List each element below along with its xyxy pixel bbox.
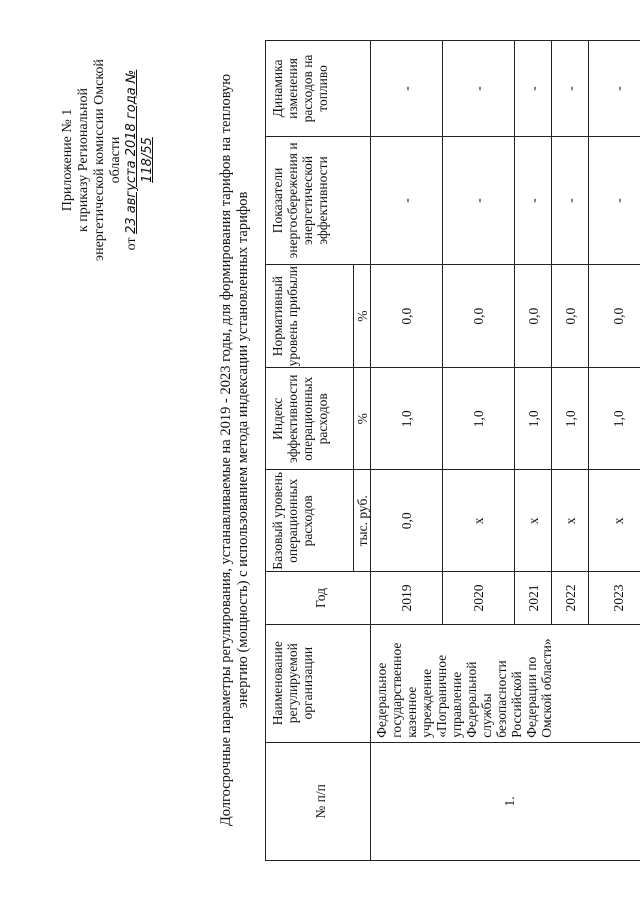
appendix-date-line xyxy=(124,55,156,265)
cell-base-level: x xyxy=(552,470,589,572)
cell-fuel-dynamics: - xyxy=(589,41,640,137)
cell-profit-level: 0,0 xyxy=(589,265,640,368)
header-num: № п/п xyxy=(266,742,371,860)
table-row xyxy=(371,41,443,861)
cell-profit-level: 0,0 xyxy=(552,265,589,368)
appendix-block xyxy=(60,55,156,265)
cell-efficiency-index: 1,0 xyxy=(443,368,515,470)
handwritten-date-number: 23 августа 2018 года № 118/55 xyxy=(124,69,155,234)
heading-line-2: энергию (мощность) с использованием метода индексации установленных тарифов xyxy=(235,191,251,709)
cell-fuel-dynamics: - xyxy=(552,41,589,137)
cell-fuel-dynamics: - xyxy=(443,41,515,137)
unit-base-level: тыс. руб. xyxy=(354,470,371,572)
cell-base-level: x xyxy=(443,470,515,572)
cell-base-level: x xyxy=(589,470,640,572)
header-energy-saving: Показатели энергосбережения и энергетической эффективности xyxy=(266,136,371,264)
appendix-title: Приложение № 1 xyxy=(60,108,75,212)
appendix-commission: энергетической комиссии Омской области xyxy=(92,59,123,261)
cell-profit-level: 0,0 xyxy=(443,265,515,368)
header-profit-level: Нормативный уровень прибыли xyxy=(266,265,354,368)
document-heading xyxy=(218,40,252,860)
header-year: Год xyxy=(266,572,371,624)
cell-profit-level: 0,0 xyxy=(515,265,552,368)
appendix-date-prefix: от xyxy=(124,237,139,251)
row-number: 1. xyxy=(371,742,640,860)
cell-fuel-dynamics: - xyxy=(371,41,443,137)
cell-base-level: x xyxy=(515,470,552,572)
cell-year: 2023 xyxy=(589,572,640,624)
heading-line-1: Долгосрочные параметры регулирования, устанавливаемые на 2019 - 2023 годы, для формирования тарифов на тепловую xyxy=(218,73,234,827)
unit-efficiency-index: % xyxy=(354,368,371,470)
cell-year: 2022 xyxy=(552,572,589,624)
cell-efficiency-index: 1,0 xyxy=(515,368,552,470)
cell-profit-level: 0,0 xyxy=(371,265,443,368)
appendix-order-ref: к приказу Региональной xyxy=(76,87,91,233)
unit-profit-level: % xyxy=(354,265,371,368)
parameters-table xyxy=(265,40,640,861)
header-organization: Наименование регулируемой организации xyxy=(266,624,371,742)
cell-efficiency-index: 1,0 xyxy=(552,368,589,470)
cell-energy-saving: - xyxy=(371,136,443,264)
cell-year: 2020 xyxy=(443,572,515,624)
cell-energy-saving: - xyxy=(589,136,640,264)
cell-year: 2021 xyxy=(515,572,552,624)
cell-base-level: 0,0 xyxy=(371,470,443,572)
cell-energy-saving: - xyxy=(515,136,552,264)
cell-energy-saving: - xyxy=(552,136,589,264)
cell-efficiency-index: 1,0 xyxy=(589,368,640,470)
cell-fuel-dynamics: - xyxy=(515,41,552,137)
header-fuel-dynamics: Динамика изменения расходов на топливо xyxy=(266,41,371,137)
organization-name: Федеральное государственное казенное учреждение «Пограничное управление Федеральной службы безопасности Российской Федерации по Омской области» xyxy=(371,624,640,742)
header-base-level: Базовый уровень операционных расходов xyxy=(266,470,354,572)
cell-energy-saving: - xyxy=(443,136,515,264)
cell-efficiency-index: 1,0 xyxy=(371,368,443,470)
cell-year: 2019 xyxy=(371,572,443,624)
header-efficiency-index: Индекс эффективности операционных расходов xyxy=(266,368,354,470)
